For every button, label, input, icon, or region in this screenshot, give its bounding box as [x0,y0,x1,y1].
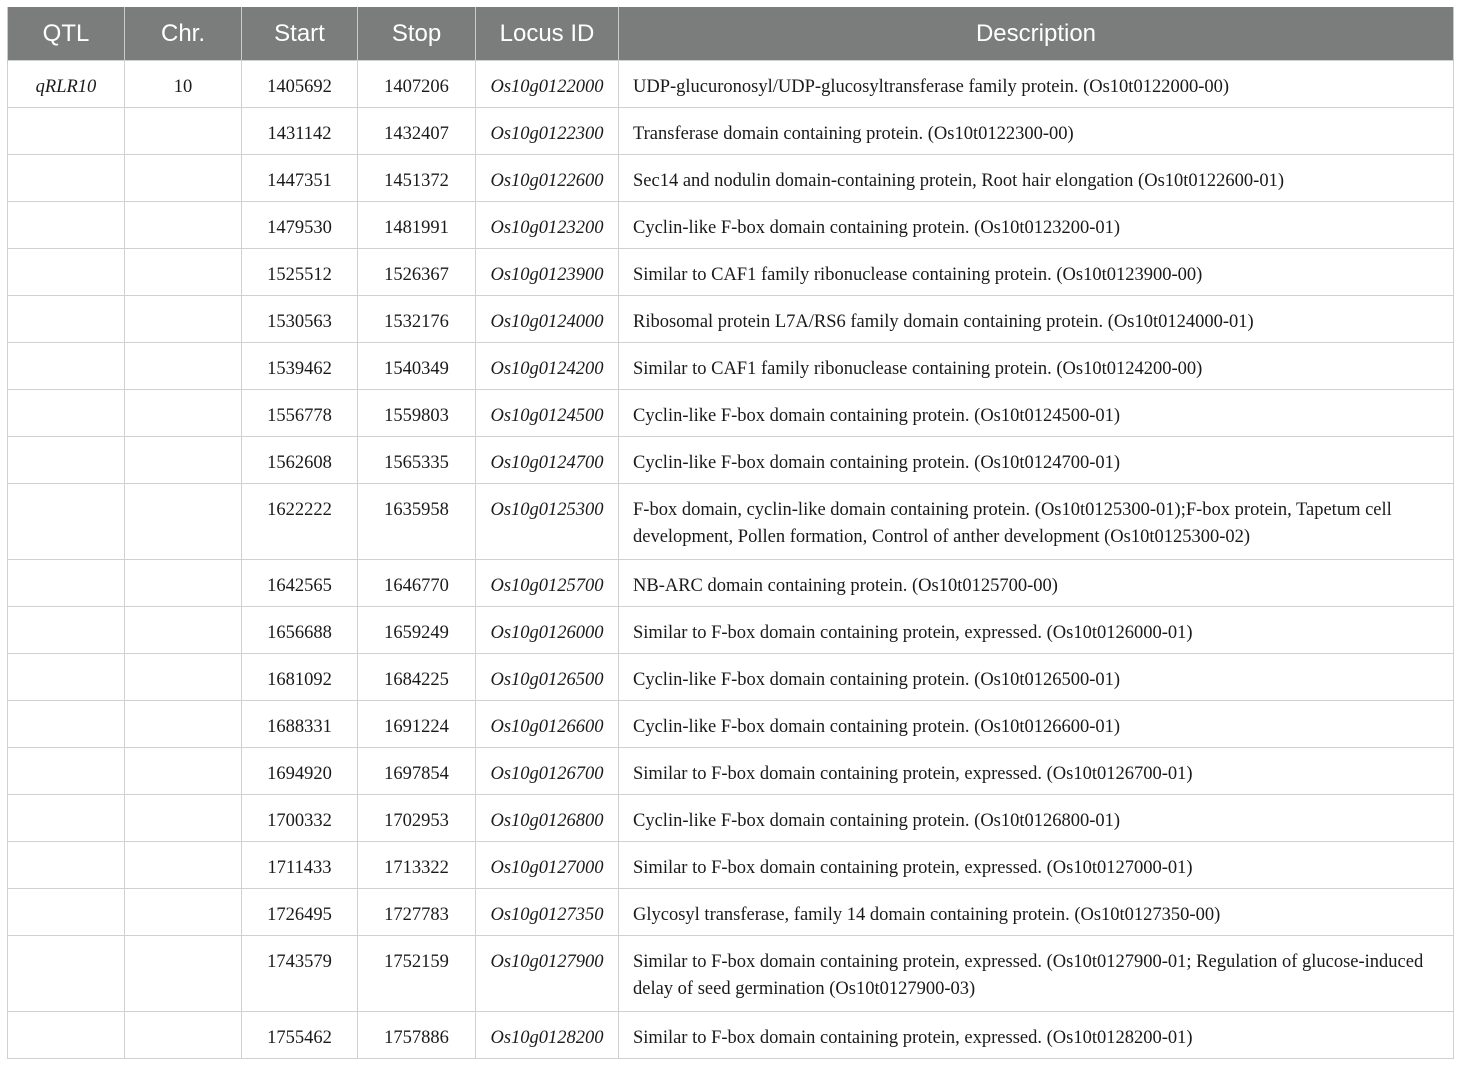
cell-start: 1656688 [242,607,358,654]
cell-chr [125,202,242,249]
cell-qtl [8,390,125,437]
cell-chr [125,343,242,390]
table-row [8,108,1454,155]
cell-stop: 1451372 [358,155,476,202]
cell-qtl [8,296,125,343]
table-row [8,889,1454,936]
cell-stop: 1702953 [358,795,476,842]
cell-chr [125,889,242,936]
cell-chr [125,108,242,155]
table-row [8,701,1454,748]
cell-start: 1447351 [242,155,358,202]
cell-description: Transferase domain containing protein. (Os10t0122300-00) [619,108,1454,155]
table-row [8,249,1454,296]
cell-locus-id: Os10g0126800 [476,795,619,842]
header-stop: Stop [358,7,476,61]
cell-start: 1525512 [242,249,358,296]
cell-start: 1556778 [242,390,358,437]
cell-description: Similar to F-box domain containing protein, expressed. (Os10t0127000-01) [619,842,1454,889]
cell-locus-id: Os10g0122600 [476,155,619,202]
cell-description: F-box domain, cyclin-like domain containing protein. (Os10t0125300-01);F-box protein, Tapetum cell development, Pollen formation, Control of anther development (Os10t0125300-02) [619,484,1454,560]
cell-locus-id: Os10g0127350 [476,889,619,936]
cell-qtl [8,701,125,748]
table-row [8,654,1454,701]
cell-qtl: qRLR10 [8,61,125,108]
cell-qtl [8,654,125,701]
table-row [8,607,1454,654]
cell-qtl [8,202,125,249]
cell-qtl [8,607,125,654]
cell-description: Sec14 and nodulin domain-containing protein, Root hair elongation (Os10t0122600-01) [619,155,1454,202]
cell-stop: 1691224 [358,701,476,748]
cell-start: 1622222 [242,484,358,560]
table-row [8,296,1454,343]
cell-start: 1405692 [242,61,358,108]
cell-description: UDP-glucuronosyl/UDP-glucosyltransferase family protein. (Os10t0122000-00) [619,61,1454,108]
table-row [8,437,1454,484]
cell-locus-id: Os10g0122300 [476,108,619,155]
header-chr: Chr. [125,7,242,61]
cell-chr [125,607,242,654]
cell-chr [125,701,242,748]
cell-stop: 1646770 [358,560,476,607]
cell-stop: 1684225 [358,654,476,701]
cell-description: Ribosomal protein L7A/RS6 family domain containing protein. (Os10t0124000-01) [619,296,1454,343]
cell-stop: 1697854 [358,748,476,795]
cell-start: 1530563 [242,296,358,343]
table-row [8,748,1454,795]
cell-description: Similar to F-box domain containing protein, expressed. (Os10t0126000-01) [619,607,1454,654]
cell-qtl [8,484,125,560]
cell-description: Cyclin-like F-box domain containing protein. (Os10t0124700-01) [619,437,1454,484]
cell-qtl [8,108,125,155]
cell-description: Similar to F-box domain containing protein, expressed. (Os10t0127900-01; Regulation of glucose-induced delay of seed germination (Os10t0127900-03) [619,936,1454,1012]
cell-locus-id: Os10g0126600 [476,701,619,748]
cell-start: 1743579 [242,936,358,1012]
header-start: Start [242,7,358,61]
cell-qtl [8,748,125,795]
cell-description: Similar to F-box domain containing protein, expressed. (Os10t0128200-01) [619,1012,1454,1059]
cell-qtl [8,1012,125,1059]
cell-locus-id: Os10g0122000 [476,61,619,108]
cell-qtl [8,842,125,889]
cell-stop: 1565335 [358,437,476,484]
table-row [8,61,1454,108]
cell-qtl [8,437,125,484]
cell-start: 1694920 [242,748,358,795]
cell-stop: 1659249 [358,607,476,654]
cell-chr [125,155,242,202]
cell-locus-id: Os10g0127900 [476,936,619,1012]
cell-chr [125,296,242,343]
table-row [8,202,1454,249]
cell-locus-id: Os10g0123200 [476,202,619,249]
gene-table [7,7,1454,1059]
cell-description: Similar to F-box domain containing protein, expressed. (Os10t0126700-01) [619,748,1454,795]
cell-description: NB-ARC domain containing protein. (Os10t0125700-00) [619,560,1454,607]
cell-chr [125,748,242,795]
cell-locus-id: Os10g0123900 [476,249,619,296]
cell-description: Cyclin-like F-box domain containing protein. (Os10t0123200-01) [619,202,1454,249]
cell-description: Glycosyl transferase, family 14 domain containing protein. (Os10t0127350-00) [619,889,1454,936]
table-row [8,1012,1454,1059]
table-container [7,7,1453,1059]
cell-chr [125,1012,242,1059]
cell-start: 1539462 [242,343,358,390]
cell-chr [125,249,242,296]
cell-start: 1711433 [242,842,358,889]
cell-stop: 1713322 [358,842,476,889]
cell-chr [125,484,242,560]
cell-stop: 1432407 [358,108,476,155]
cell-locus-id: Os10g0127000 [476,842,619,889]
table-row [8,795,1454,842]
cell-start: 1681092 [242,654,358,701]
table-row [8,936,1454,1012]
cell-chr [125,560,242,607]
cell-description: Cyclin-like F-box domain containing protein. (Os10t0124500-01) [619,390,1454,437]
cell-locus-id: Os10g0124700 [476,437,619,484]
header-qtl: QTL [8,7,125,61]
cell-chr [125,795,242,842]
cell-stop: 1635958 [358,484,476,560]
cell-start: 1431142 [242,108,358,155]
cell-qtl [8,155,125,202]
cell-start: 1562608 [242,437,358,484]
cell-start: 1642565 [242,560,358,607]
cell-stop: 1752159 [358,936,476,1012]
header-row [8,7,1454,61]
cell-locus-id: Os10g0125700 [476,560,619,607]
cell-description: Cyclin-like F-box domain containing protein. (Os10t0126600-01) [619,701,1454,748]
table-row [8,560,1454,607]
cell-description: Similar to CAF1 family ribonuclease containing protein. (Os10t0123900-00) [619,249,1454,296]
cell-chr [125,390,242,437]
cell-stop: 1532176 [358,296,476,343]
cell-locus-id: Os10g0125300 [476,484,619,560]
cell-chr [125,654,242,701]
cell-qtl [8,249,125,296]
cell-qtl [8,343,125,390]
cell-stop: 1407206 [358,61,476,108]
table-row [8,484,1454,560]
cell-qtl [8,889,125,936]
cell-start: 1700332 [242,795,358,842]
cell-start: 1755462 [242,1012,358,1059]
header-description: Description [619,7,1454,61]
cell-locus-id: Os10g0124200 [476,343,619,390]
table-header [8,7,1454,61]
cell-locus-id: Os10g0128200 [476,1012,619,1059]
cell-start: 1479530 [242,202,358,249]
cell-locus-id: Os10g0126700 [476,748,619,795]
table-row [8,842,1454,889]
cell-start: 1726495 [242,889,358,936]
cell-stop: 1540349 [358,343,476,390]
cell-locus-id: Os10g0126000 [476,607,619,654]
cell-qtl [8,795,125,842]
cell-stop: 1757886 [358,1012,476,1059]
cell-stop: 1526367 [358,249,476,296]
cell-description: Cyclin-like F-box domain containing protein. (Os10t0126500-01) [619,654,1454,701]
cell-stop: 1727783 [358,889,476,936]
cell-stop: 1481991 [358,202,476,249]
cell-start: 1688331 [242,701,358,748]
header-locus-id: Locus ID [476,7,619,61]
cell-qtl [8,936,125,1012]
cell-chr [125,936,242,1012]
cell-locus-id: Os10g0126500 [476,654,619,701]
cell-description: Cyclin-like F-box domain containing protein. (Os10t0126800-01) [619,795,1454,842]
cell-chr [125,437,242,484]
cell-chr: 10 [125,61,242,108]
cell-chr [125,842,242,889]
table-row [8,155,1454,202]
table-row [8,343,1454,390]
cell-stop: 1559803 [358,390,476,437]
table-body [8,61,1454,1059]
cell-locus-id: Os10g0124500 [476,390,619,437]
cell-description: Similar to CAF1 family ribonuclease containing protein. (Os10t0124200-00) [619,343,1454,390]
cell-locus-id: Os10g0124000 [476,296,619,343]
table-row [8,390,1454,437]
cell-qtl [8,560,125,607]
